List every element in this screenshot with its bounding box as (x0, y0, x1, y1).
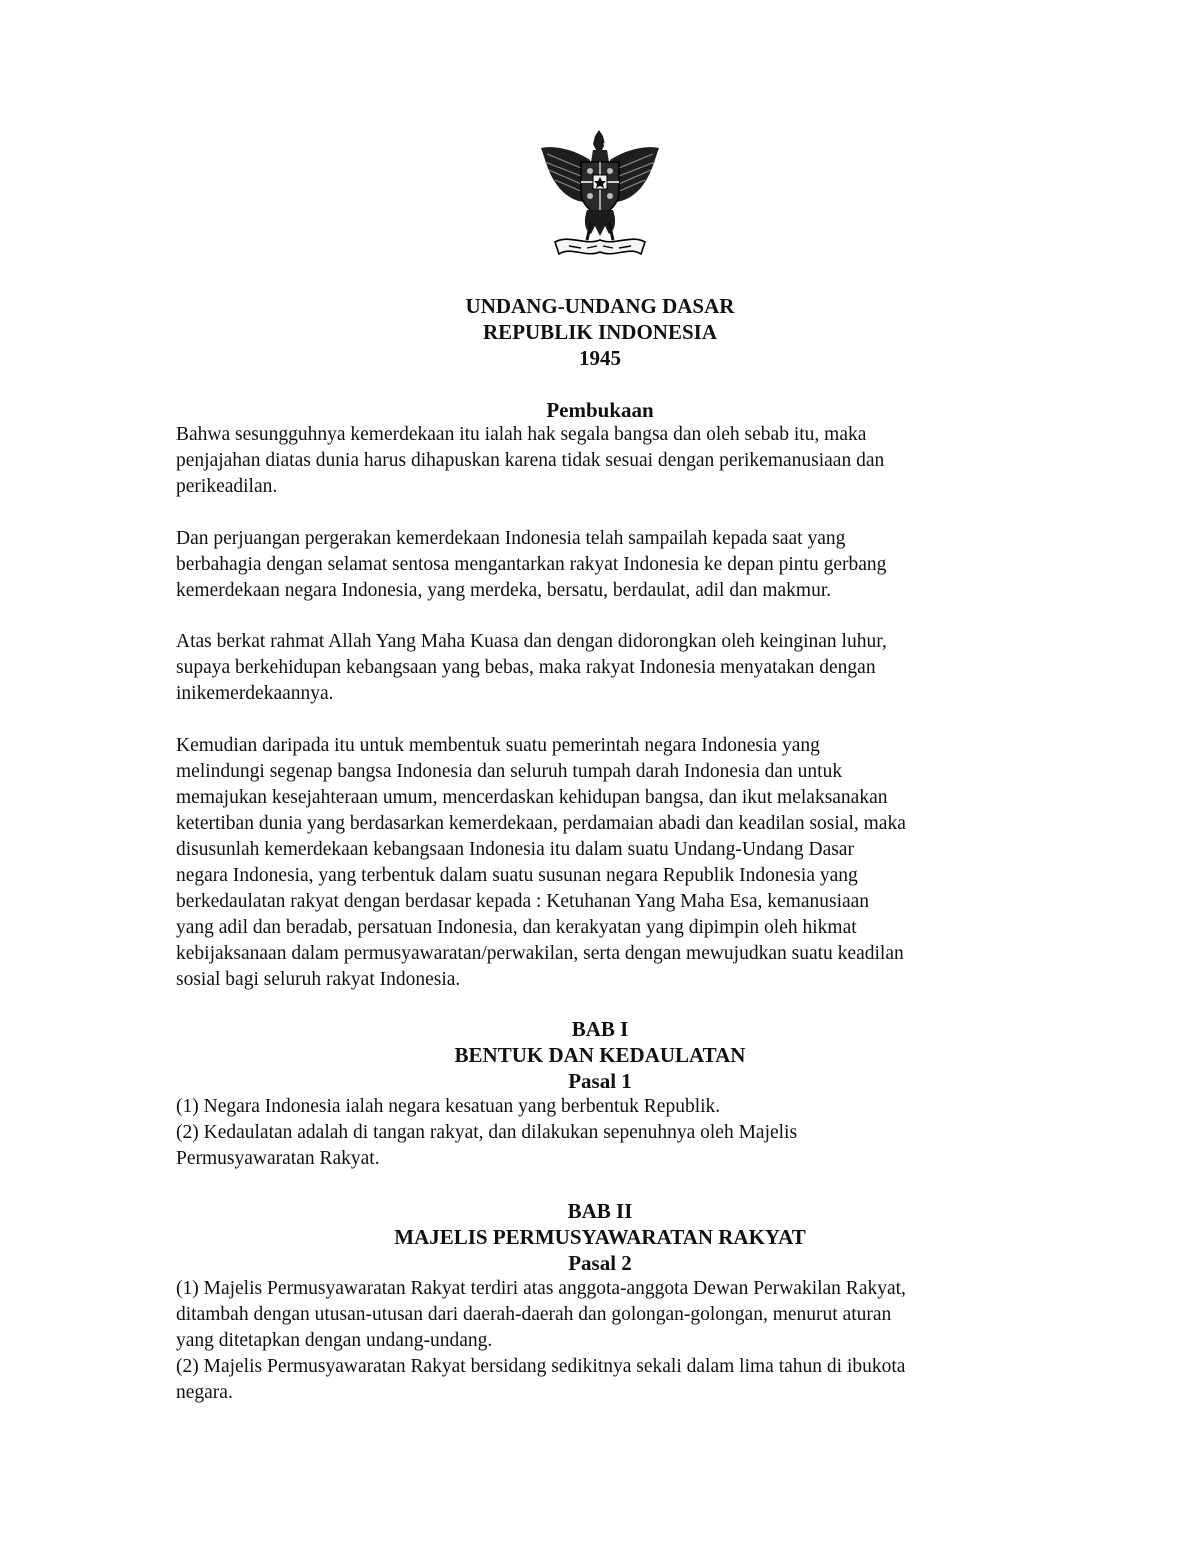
text-line: yang adil dan beradab, persatuan Indonesia, dan kerakyatan yang dipimpin oleh hikmat (176, 917, 857, 938)
preamble-paragraph-4 (176, 733, 1036, 993)
pasal-1-heading: Pasal 1 (568, 1069, 632, 1093)
text-line: inikemerdekaannya. (176, 683, 334, 704)
text-line: perikeadilan. (176, 476, 278, 497)
text-line: ditambah dengan utusan-utusan dari daerah-daerah dan golongan-golongan, menurut aturan (176, 1304, 892, 1325)
text-line: (2) Majelis Permusyawaratan Rakyat bersidang sedikitnya sekali dalam lima tahun di ibukota (176, 1356, 906, 1377)
text-line: negara. (176, 1382, 233, 1403)
text-line: kebijaksanaan dalam permusyawaratan/perwakilan, serta dengan mewujudkan suatu keadilan (176, 943, 904, 964)
garuda-emblem-icon (535, 130, 665, 260)
preamble-paragraph-3 (176, 629, 1036, 707)
text-line: (2) Kedaulatan adalah di tangan rakyat, dan dilakukan sepenuhnya oleh Majelis (176, 1122, 798, 1143)
text-line: ketertiban dunia yang berdasarkan kemerdekaan, perdamaian abadi dan keadilan sosial, maka (176, 813, 906, 834)
document-title-line-2: REPUBLIK INDONESIA (483, 320, 717, 344)
text-line: berbahagia dengan selamat sentosa mengantarkan rakyat Indonesia ke depan pintu gerbang (176, 554, 887, 575)
bab-1-title: BENTUK DAN KEDAULATAN (454, 1043, 746, 1067)
pasal-1-body (176, 1094, 1036, 1172)
text-line: (1) Majelis Permusyawaratan Rakyat terdiri atas anggota-anggota Dewan Perwakilan Rakyat, (176, 1278, 906, 1299)
text-line: yang ditetapkan dengan undang-undang. (176, 1330, 493, 1351)
text-line: Bahwa sesungguhnya kemerdekaan itu ialah hak segala bangsa dan oleh sebab itu, maka (176, 424, 867, 445)
preamble-paragraph-2 (176, 526, 1036, 604)
text-line: Permusyawaratan Rakyat. (176, 1148, 380, 1169)
pasal-2-body (176, 1276, 1036, 1406)
text-line: penjajahan diatas dunia harus dihapuskan karena tidak sesuai dengan perikemanusiaan dan (176, 450, 885, 471)
bab-2-title: MAJELIS PERMUSYAWARATAN RAKYAT (394, 1225, 806, 1249)
bab-2-number: BAB II (567, 1199, 633, 1223)
text-line: disusunlah kemerdekaan kebangsaan Indonesia itu dalam suatu Undang-Undang Dasar (176, 839, 854, 860)
document-title-year: 1945 (579, 346, 621, 370)
pasal-2-heading: Pasal 2 (568, 1251, 632, 1275)
text-line: Atas berkat rahmat Allah Yang Maha Kuasa dan dengan didorongkan oleh keinginan luhur, (176, 631, 887, 652)
text-line: (1) Negara Indonesia ialah negara kesatuan yang berbentuk Republik. (176, 1096, 721, 1117)
text-line: kemerdekaan negara Indonesia, yang merdeka, bersatu, berdaulat, adil dan makmur. (176, 580, 832, 601)
text-line: supaya berkehidupan kebangsaan yang bebas, maka rakyat Indonesia menyatakan dengan (176, 657, 876, 678)
text-line: memajukan kesejahteraan umum, mencerdaskan kehidupan bangsa, dan ikut melaksanakan (176, 787, 888, 808)
text-line: Dan perjuangan pergerakan kemerdekaan Indonesia telah sampailah kepada saat yang (176, 528, 846, 549)
text-line: melindungi segenap bangsa Indonesia dan seluruh tumpah darah Indonesia dan untuk (176, 761, 843, 782)
document-title-line-1: UNDANG-UNDANG DASAR (465, 294, 735, 318)
preamble-heading: Pembukaan (546, 398, 654, 422)
bab-1-number: BAB I (571, 1017, 629, 1041)
text-line: berkedaulatan rakyat dengan berdasar kepada : Ketuhanan Yang Maha Esa, kemanusiaan (176, 891, 870, 912)
text-line: sosial bagi seluruh rakyat Indonesia. (176, 969, 461, 990)
preamble-paragraph-1 (176, 422, 1036, 500)
text-line: negara Indonesia, yang terbentuk dalam suatu susunan negara Republik Indonesia yang (176, 865, 858, 886)
text-line: Kemudian daripada itu untuk membentuk suatu pemerintah negara Indonesia yang (176, 735, 820, 756)
